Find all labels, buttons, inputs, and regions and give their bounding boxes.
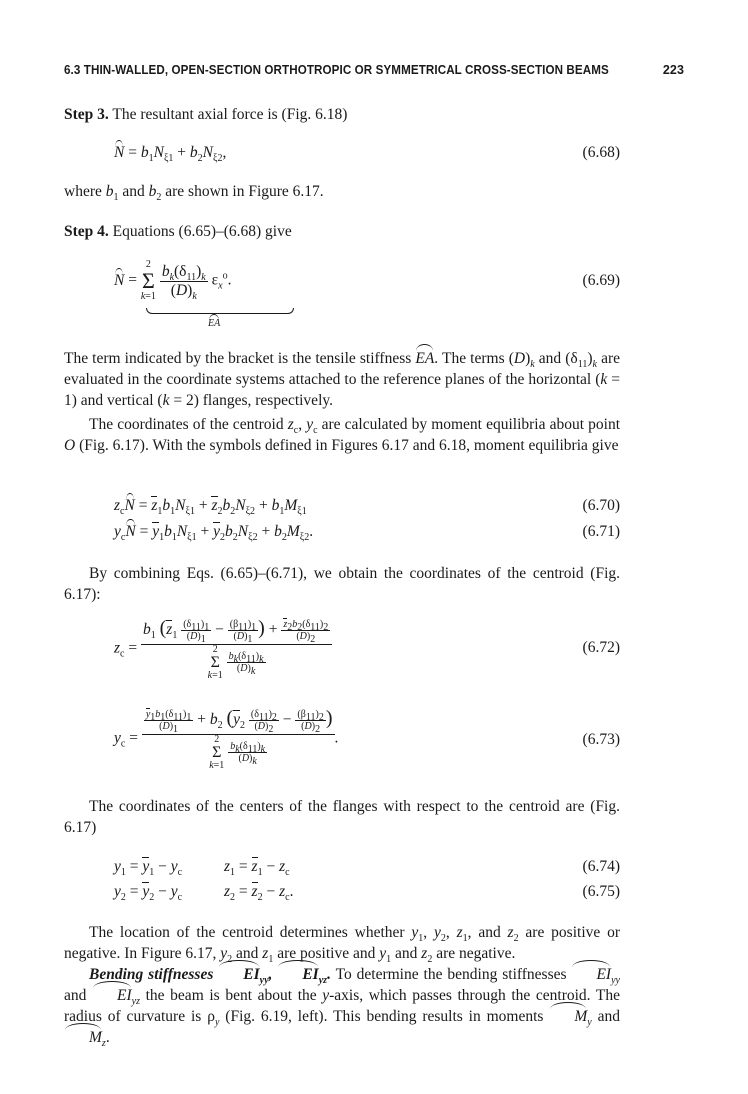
bending-paragraph: Bending stiffnesses $EI_{yy}$, $EI_{yz}$. To determine the bending stiffnesses $EI_{yy}$ and $EI_{yz}$ the beam is bent about the y-axis, which passes through the centroid. The radius of curvature is $\rho_y$ (Fig. 6.19, left). This bending results in moments $M_y$ and $M_z$. (64, 966, 620, 1050)
flanges-paragraph: The coordinates of the centers of the flanges with respect to the centroid are (Fig. 6.17) (64, 798, 620, 836)
location-paragraph: The location of the centroid determines whether $y_1$, $y_2$, $z_1$, and $z_2$ are positive or negative. In Figure 6.17, $y_2$ and $z_1$ are positive and $y_1$ and $z_2$ are negative. (64, 924, 620, 966)
step4-paragraph (64, 221, 620, 242)
equation-number: (6.68) (582, 144, 620, 161)
step4-label: Step 4. (64, 223, 109, 240)
running-head: 6.3 THIN-WALLED, OPEN-SECTION ORTHOTROPIC OR SYMMETRICAL CROSS-SECTION BEAMS (64, 63, 609, 77)
stiffness-paragraph: The term indicated by the bracket is the tensile stiffness EA. The terms $(D)_k$ and $(\delta_{11})_k$ are evaluated in the coordinate systems attached to the reference planes of the horizontal (k = 1) and vertical (k = 2) flanges, respectively. (64, 350, 620, 409)
where-paragraph: where $b_1$ and $b_2$ are shown in Figure 6.17. (64, 183, 324, 204)
equation-6-73: $y_c$ = $\frac{y_1b_1(\delta_{11})_1}{(D)_1}$ + $b_2$ ($y_2$ $\frac{(\delta_{11})_2}{(D)_2}$ − $\frac{(\beta_{11})_2}{(D)_2}$ ) 2 Σ k=1 $\frac{b_k(\delta_{11})_k}{(D)_k}$ . (6.73) (114, 707, 620, 771)
running-header (64, 63, 684, 81)
equation-6-75: $y_2 = y_2 - y_c$ $z_2 = z_2 - z_c$. (6.75) (114, 883, 620, 904)
step3-label: Step 3. (64, 106, 109, 123)
equation-6-74: $y_1 = y_1 - y_c$ $z_1 = z_1 - z_c$ (6.74) (114, 858, 620, 879)
equation-6-71: $y_cN = y_1b_1N_{\xi 1} + y_2b_2N_{\xi 2} + b_2M_{\xi 2}$. (6.71) (114, 523, 620, 544)
step4-text: Equations (6.65)–(6.68) give (112, 223, 292, 240)
step3-text: The resultant axial force is (Fig. 6.18) (112, 106, 348, 123)
step3-paragraph (64, 104, 620, 125)
equation-6-68: $N = b_1N_{\xi 1} + b_2N_{\xi 2}$, (6.68) (114, 144, 620, 165)
page-number: 223 (662, 63, 684, 77)
equation-6-70: $z_cN = z_1b_1N_{\xi 1} + z_2b_2N_{\xi 2} + b_1M_{\xi 1}$ (6.70) (114, 497, 620, 518)
equation-6-69: N = 2 Σ k=1 $\frac{b_k(\delta_{11})_k}{(D)_k}$ $\varepsilon_x^o$. EA (6.69) (114, 259, 620, 329)
centroid-paragraph: The coordinates of the centroid $z_c$, $y_c$ are calculated by moment equilibria about point O (Fig. 6.17). With the symbols defined in Figures 6.17 and 6.18, moment equilibria give (64, 416, 620, 454)
equation-6-72: $z_c$ = $b_1$ ($z_1$ $\frac{(\delta_{11})_1}{(D)_1}$ − $\frac{(\beta_{11})_1}{(D)_1}$ ) + $\frac{z_2b_2(\delta_{11})_2}{(D)_2}$ 2 Σ k=1 $\frac{b_k(\delta_{11})_k}{(D)_k}$ (6.72) (114, 617, 620, 681)
combining-paragraph: By combining Eqs. (6.65)–(6.71), we obtain the coordinates of the centroid (Fig. 6.17): (64, 565, 620, 603)
